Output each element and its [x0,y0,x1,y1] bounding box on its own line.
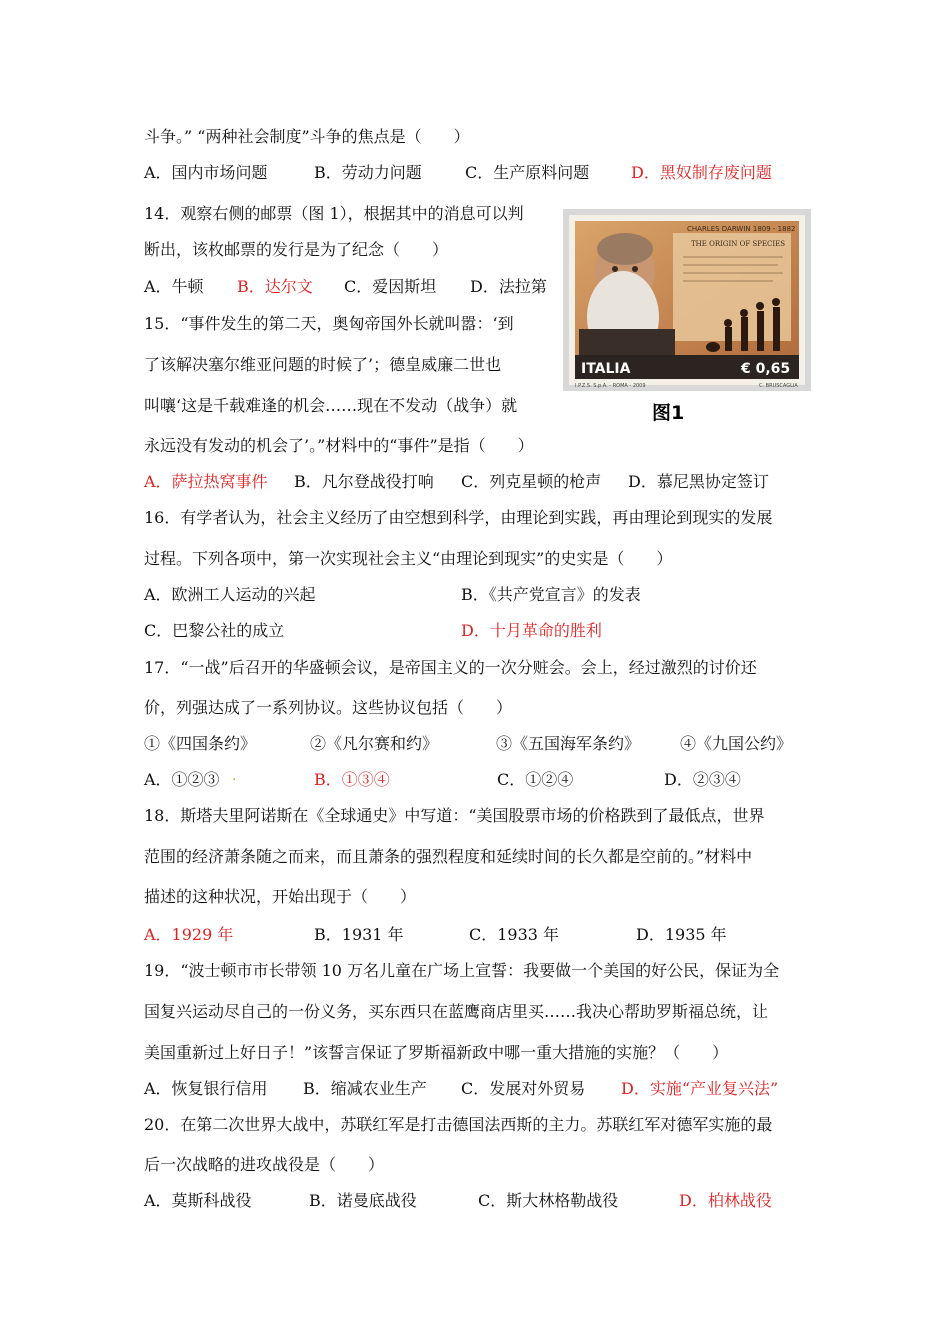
q13-option-d: D．黑奴制存废问题 [631,163,772,182]
q17-item-3: ③《五国海军条约》 [496,734,641,753]
darwin-stamp-image [563,209,811,391]
q16-option-a: A．欧洲工人运动的兴起 [144,585,316,604]
q15-option-b: B．凡尔登战役打响 [294,472,434,491]
q17-item-4: ④《九国公约》 [680,734,793,753]
q14-line-2: 断出，该枚邮票的发行是为了纪念（ ） [144,240,449,259]
q16-line-2: 过程。下列各项中，第一次实现社会主义“由理论到现实”的史实是（ ） [144,549,673,568]
q18-line-3: 描述的这种状况，开始出现于（ ） [144,887,417,906]
stamp-header-text: CHARLES DARWIN 1809 - 1882 [687,225,796,233]
q18-line-1: 18．斯塔夫里阿诺斯在《全球通史》中写道：“美国股票市场的价格跌到了最低点，世界 [144,806,765,825]
q14-option-b: B．达尔文 [237,277,313,296]
stamp-value-text: € 0,65 [741,361,791,377]
q18-option-b: B．1931 年 [314,925,404,944]
q19-line-3: 美国重新过上好日子！”该誓言保证了罗斯福新政中哪一重大措施的实施？（ ） [144,1043,729,1062]
q20-option-b: B．诺曼底战役 [309,1191,417,1210]
q20-line-1: 20．在第二次世界大战中，苏联红军是打击德国法西斯的主力。苏联红军对德军实施的最 [144,1115,773,1134]
q19-option-d: D．实施“产业复兴法” [621,1079,779,1098]
q18-option-c: C．1933 年 [469,925,560,944]
q17-line-1: 17．“一战”后召开的华盛顿会议，是帝国主义的一次分赃会。会上，经过激烈的讨价还 [144,658,757,677]
q20-option-a: A．莫斯科战役 [144,1191,252,1210]
figure-label: 图1 [652,402,685,424]
q16-option-d: D．十月革命的胜利 [461,621,602,640]
q19-option-b: B．缩减农业生产 [303,1079,427,1098]
q15-line-2: 了该解决塞尔维亚问题的时候了’；德皇威廉二世也 [144,355,502,374]
q15-line-3: 叫嚷‘这是千载难逢的机会……现在不发动（战争）就 [144,396,518,415]
q15-line-1: 15．“事件发生的第二天，奥匈帝国外长就叫嚣：‘到 [144,314,514,333]
q19-option-c: C．发展对外贸易 [461,1079,586,1098]
stamp-imprint-text: I.P.Z.S. S.p.A. - ROMA - 2009 [575,383,646,389]
q17-option-a: A．①②③ [144,770,220,789]
q14-option-c: C．爱因斯坦 [344,277,437,296]
q18-line-2: 范围的经济萧条随之而来，而且萧条的强烈程度和延续时间的长久都是空前的。”材料中 [144,847,753,866]
q17-option-b: B．①③④ [314,770,390,789]
q17-item-2: ②《凡尔赛和约》 [310,734,439,753]
q14-line-1: 14．观察右侧的邮票（图 1），根据其中的消息可以判 [144,204,524,223]
q16-option-c: C．巴黎公社的成立 [144,621,285,640]
q13-option-a: A．国内市场问题 [144,163,268,182]
stamp-artist-text: C. BRUSCAGLIA [759,383,798,389]
q16-option-b: B．《共产党宣言》的发表 [461,585,641,604]
q18-option-d: D．1935 年 [636,925,727,944]
q18-option-a: A．1929 年 [144,925,234,944]
q15-line-4: 永远没有发动的机会了’。”材料中的“事件”是指（ ） [144,436,534,455]
q17-option-d: D．②③④ [664,770,741,789]
q13-option-b: B．劳动力问题 [314,163,422,182]
q15-option-d: D．慕尼黑协定签订 [628,472,769,491]
q20-option-c: C．斯大林格勒战役 [478,1191,619,1210]
q17-line-2: 价，列强达成了一系列协议。这些协议包括（ ） [144,698,513,717]
q19-line-2: 国复兴运动尽自己的一份义务，买东西只在蓝鹰商店里买……我决心帮助罗斯福总统，让 [144,1002,769,1021]
q14-option-d: D．法拉第 [470,277,547,296]
q16-line-1: 16．有学者认为，社会主义经历了由空想到科学，由理论到实践，再由理论到现实的发展 [144,508,773,527]
q19-option-a: A．恢复银行信用 [144,1079,268,1098]
q15-option-c: C．列克星顿的枪声 [461,472,602,491]
q15-option-a: A．萨拉热窝事件 [144,472,268,491]
q20-option-d: D．柏林战役 [679,1191,772,1210]
stamp-country-text: ITALIA [581,361,631,377]
q20-line-2: 后一次战略的进攻战役是（ ） [144,1155,385,1174]
stray-mark: . [232,768,237,784]
q17-item-1: ①《四国条约》 [144,734,257,753]
q13-option-c: C．生产原料问题 [465,163,590,182]
stamp-book-title: THE ORIGIN OF SPECIES [691,240,786,248]
q19-line-1: 19．“波士顿市市长带领 10 万名儿童在广场上宣誓：我要做一个美国的好公民，保证为全 [144,961,780,980]
q13-line: 斗争。” “两种社会制度”斗争的焦点是（ ） [144,127,470,146]
q17-option-c: C．①②④ [497,770,574,789]
q14-option-a: A．牛顿 [144,277,204,296]
